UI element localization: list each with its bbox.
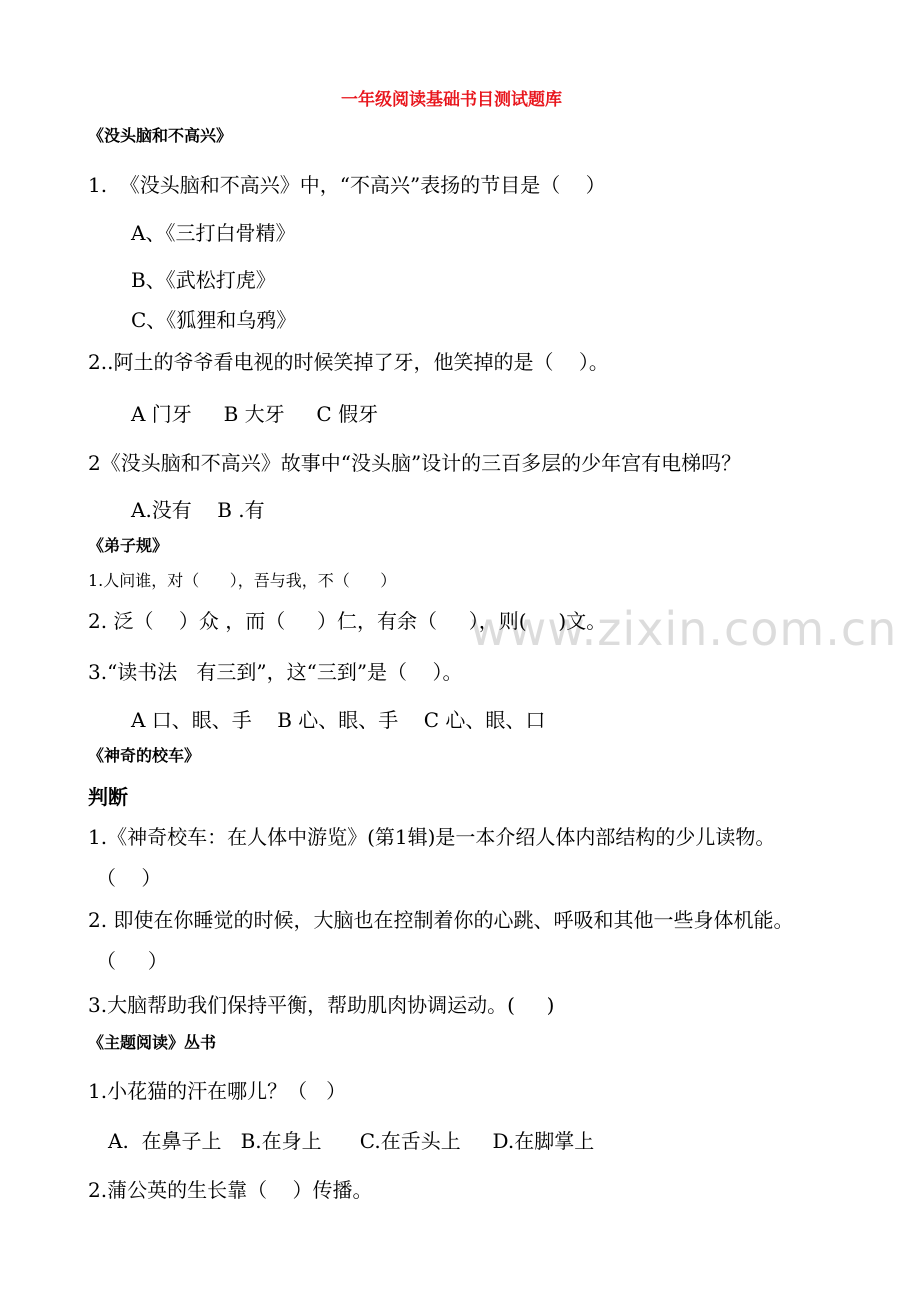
question-text: 2《没头脑和不高兴》故事中“没头脑”设计的三百多层的少年宫有电梯吗？ <box>88 451 742 475</box>
section-subheading: 判断 <box>88 785 128 809</box>
question-text: 1. 《没头脑和不高兴》中，“不高兴”表扬的节目是（ ） <box>88 173 606 197</box>
section-heading: 《神奇的校车》 <box>88 746 201 765</box>
question-text: 3.“读书法 有三到”，这“三到”是（ ）。 <box>88 660 463 684</box>
section-heading: 《没头脑和不高兴》 <box>88 126 233 145</box>
question-text: 2. 泛（ ）众 ，而（ ）仁，有余（ ），则( )文。 <box>88 609 607 633</box>
option-text: A 口、眼、手 B 心、眼、手 C 心、眼、口 <box>131 708 546 732</box>
option-text: C、《狐狸和乌鸦》 <box>131 308 297 332</box>
section-heading: 《弟子规》 <box>88 536 169 555</box>
question-text: 1.小花猫的汗在哪儿？（ ） <box>88 1079 347 1103</box>
question-text: 1.人问谁，对（ ），吾与我，不（ ） <box>88 571 397 590</box>
question-text: 1.《神奇校车：在人体中游览》(第1辑)是一本介绍人体内部结构的少儿读物。 <box>88 825 776 849</box>
document-title: 一年级阅读基础书目测试题库 <box>341 90 562 110</box>
question-text: 2.蒲公英的生长靠（ ）传播。 <box>88 1178 373 1202</box>
option-text: A 门牙 B 大牙 C 假牙 <box>131 402 379 426</box>
question-text: 3.大脑帮助我们保持平衡，帮助肌肉协调运动。( ) <box>88 993 555 1017</box>
option-text: A.没有 B .有 <box>131 498 265 522</box>
option-text: A、《三打白骨精》 <box>131 221 296 245</box>
answer-blank: （ ） <box>96 866 162 890</box>
option-text: B、《武松打虎》 <box>131 268 276 292</box>
question-text: 2. 即使在你睡觉的时候，大脑也在控制着你的心跳、呼吸和其他一些身体机能。 <box>88 908 794 932</box>
watermark: www.zixin.com.cn <box>470 602 898 656</box>
question-text: 2..阿土的爷爷看电视的时候笑掉了牙，他笑掉的是（ ）。 <box>88 350 609 374</box>
option-text: A. 在鼻子上 B.在身上 C.在舌头上 D.在脚掌上 <box>108 1129 595 1153</box>
section-heading: 《主题阅读》丛书 <box>88 1033 217 1052</box>
answer-blank: （ ） <box>96 949 168 973</box>
